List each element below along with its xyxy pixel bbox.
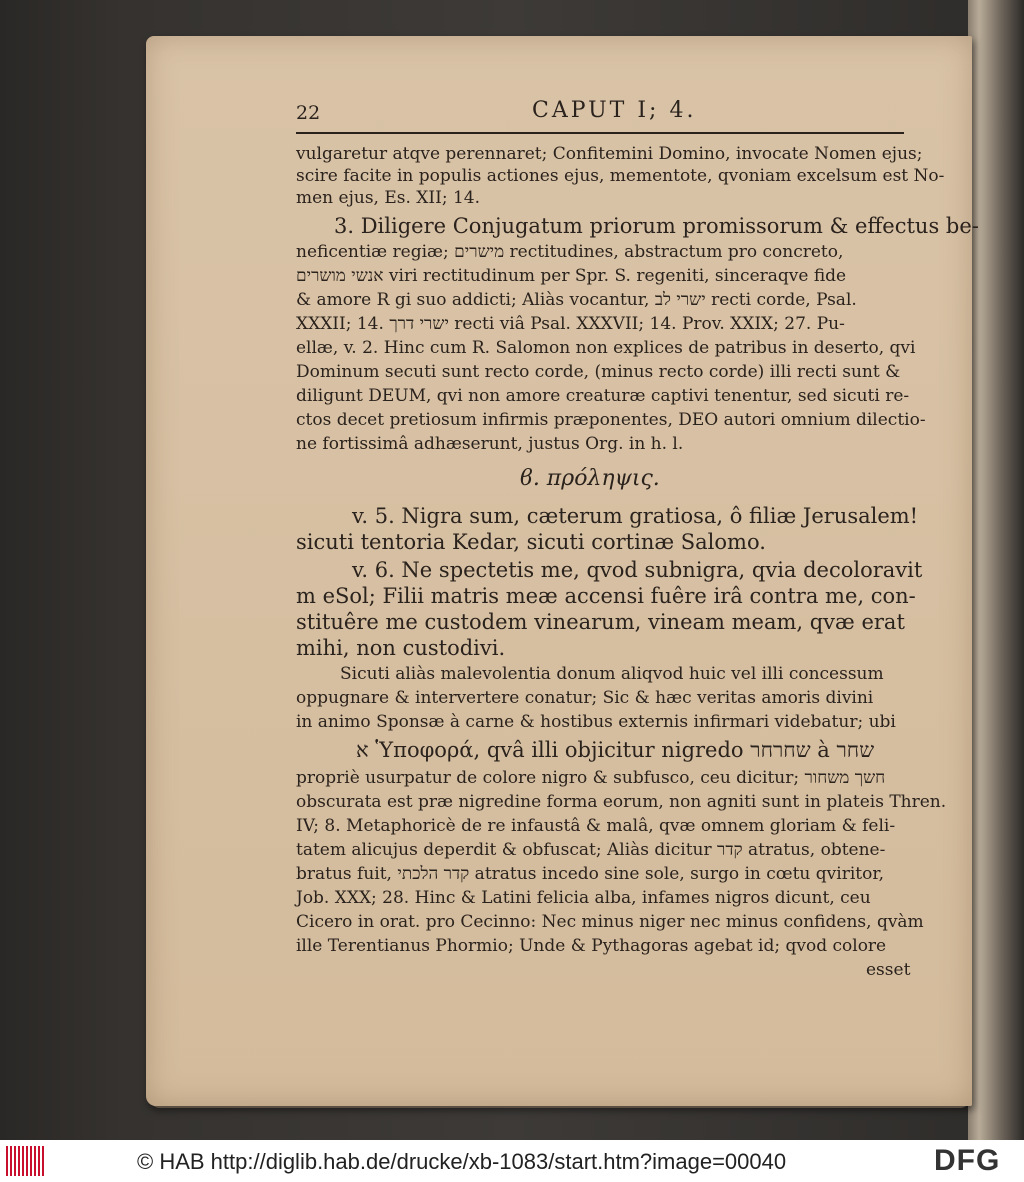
text-line: oppugnare & intervertere conatur; Sic & hæc veritas amoris divini [296, 688, 874, 708]
verse-line: stituêre me custodem vinearum, vineam meam, qvæ erat [296, 610, 905, 634]
text-line: in animo Sponsæ à carne & hostibus externis infirmari videbatur; ubi [296, 712, 896, 732]
text-line: ellæ, v. 2. Hinc cum R. Salomon non explices de patribus in deserto, qvi [296, 338, 916, 358]
hab-logo-icon [6, 1146, 44, 1176]
text-line: Cicero in orat. pro Cecinno: Nec minus niger nec minus confidens, qvàm [296, 912, 924, 932]
text-line: ille Terentianus Phormio; Unde & Pythagoras agebat id; qvod colore [296, 936, 887, 956]
text-line: men ejus, Es. XII; 14. [296, 188, 480, 208]
text-line: vulgaretur atqve perennaret; Confitemini Domino, invocate Nomen ejus; [296, 144, 923, 164]
verse-line: v. 6. Ne spectetis me, qvod subnigra, qvia decoloravit [352, 558, 923, 582]
verse-line: sicuti tentoria Kedar, sicuti cortinæ Salomo. [296, 530, 766, 554]
header-rule [296, 132, 904, 134]
text-line: propriè usurpatur de colore nigro & subfusco, ceu dicitur; חשך משחור [296, 768, 886, 788]
text-line: ctos decet pretiosum infirmis præponentes, DEO autori omnium dilectio- [296, 410, 926, 430]
text-line: scire facite in populis actiones ejus, mementote, qvoniam excelsum est No- [296, 166, 945, 186]
text-line: Sicuti aliàs malevolentia donum aliqvod huic vel illi concessum [340, 664, 884, 684]
text-line: & amore R gi suo addicti; Aliàs vocantur, ישרי לב recti corde, Psal. [296, 290, 857, 310]
footer-bar [0, 1140, 1024, 1182]
dfg-logo: DFG [934, 1144, 1001, 1177]
catchword: esset [866, 960, 911, 980]
next-page-edge [968, 0, 1024, 1140]
text-line: obscurata est præ nigredine forma eorum, non agniti sunt in plateis Thren. [296, 792, 947, 812]
text-line: Dominum secuti sunt recto corde, (minus recto corde) illi recti sunt & [296, 362, 901, 382]
text-line: neficentiæ regiæ; מישרים rectitudines, abstractum pro concreto, [296, 242, 844, 262]
text-line: ne fortissimâ adhæserunt, justus Org. in h. l. [296, 434, 684, 454]
text-line: א Ὑποφορά, qvâ illi objicitur nigredo שחרחר à שחר [356, 738, 875, 762]
text-line: bratus fuit, קדר הלכתי atratus incedo sine sole, surgo in cœtu qviritor, [296, 864, 884, 884]
verse-line: v. 5. Nigra sum, cæterum gratiosa, ô filiæ Jerusalem! [352, 504, 919, 528]
copyright-link[interactable]: © HAB http://diglib.hab.de/drucke/xb-1083/start.htm?image=00040 [137, 1149, 787, 1174]
text-line: diligunt DEUM, qvi non amore creaturæ captivi tenentur, sed sicuti re- [296, 386, 910, 406]
running-head: CAPUT I; 4. [532, 98, 697, 123]
text-line: 3. Diligere Conjugatum priorum promissorum & effectus be- [334, 214, 979, 238]
verse-line: m eSol; Filii matris meæ accensi fuêre irâ contra me, con- [296, 584, 916, 608]
text-line: tatem alicujus deperdit & obfuscat; Aliàs dicitur קדר atratus, obtene- [296, 840, 886, 860]
text-line: IV; 8. Metaphoricè de re infaustâ & malâ, qvæ omnem gloriam & feli- [296, 816, 896, 836]
page-number: 22 [296, 102, 321, 124]
text-line: Job. XXX; 28. Hinc & Latini felicia alba, infames nigros dicunt, ceu [296, 888, 871, 908]
page-header [296, 98, 906, 132]
verse-line: mihi, non custodivi. [296, 636, 506, 660]
text-line: אנשי מושרים viri rectitudinum per Spr. S. regeniti, sinceraqve fide [296, 266, 847, 286]
text-line: XXXII; 14. ישרי דרך recti viâ Psal. XXXVII; 14. Prov. XXIX; 27. Pu- [296, 314, 845, 334]
section-heading: ϐ. πρόληψις. [520, 466, 660, 491]
